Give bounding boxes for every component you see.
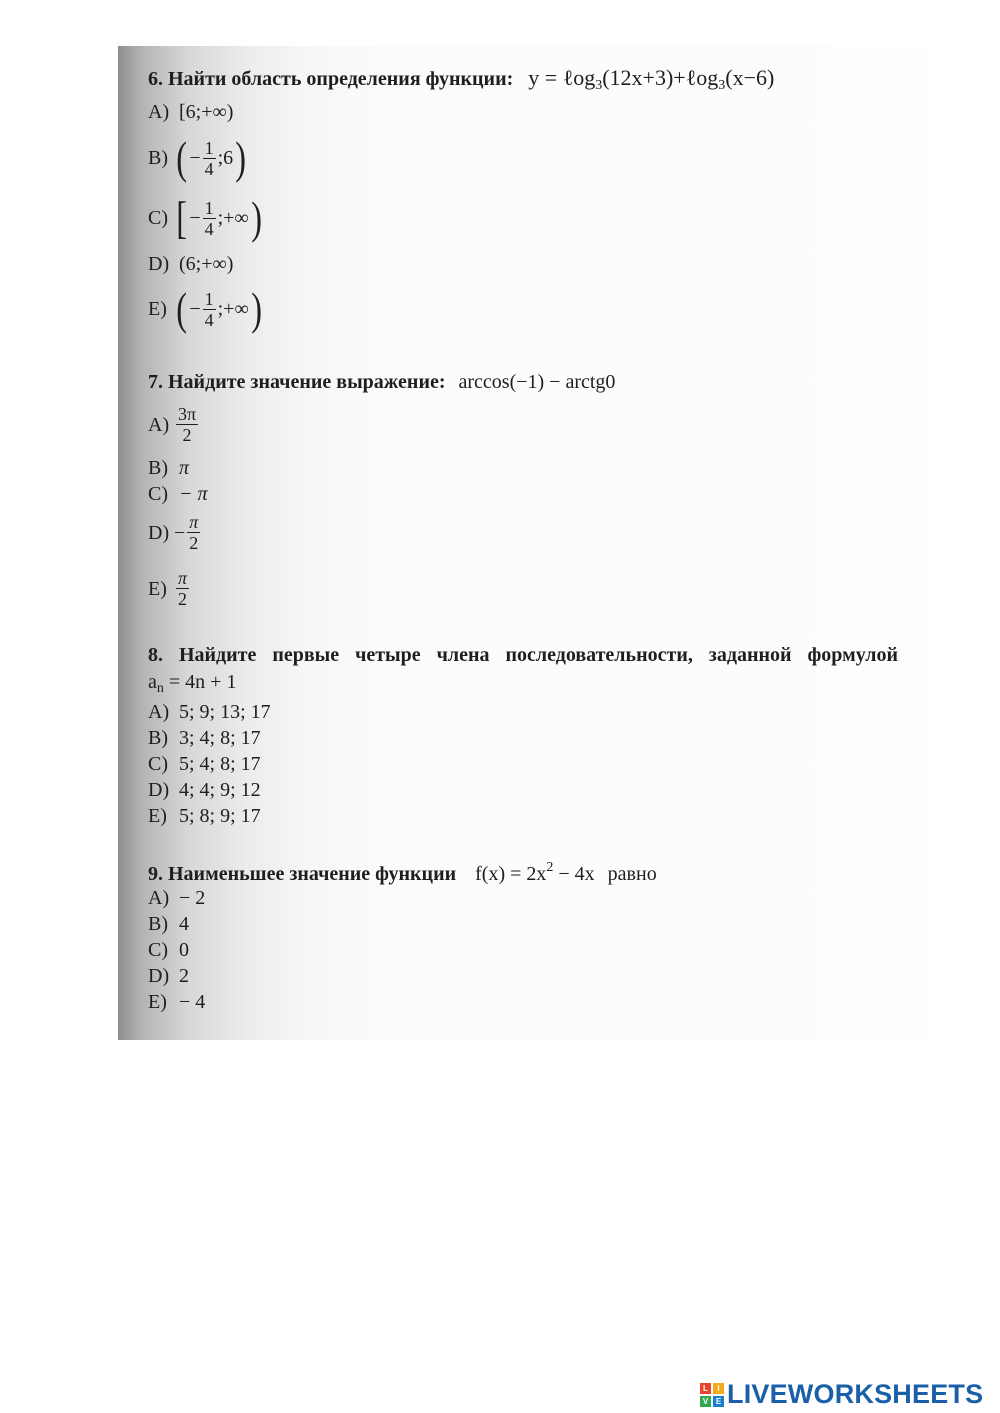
formula-y: y =: [528, 65, 563, 90]
question-7-expression: arccos(−1) − arctg0: [458, 371, 616, 393]
brand-name: LIVEWORKSHEETS: [727, 1379, 984, 1409]
fraction-numerator: π: [178, 568, 188, 588]
option-text: 5; 4; 8; 17: [179, 753, 261, 775]
question-9-formula: [475, 860, 595, 885]
close-bracket: ): [235, 132, 247, 183]
q9-option-d[interactable]: [148, 964, 189, 988]
formula-log-a: ℓog: [562, 65, 596, 90]
open-bracket: [: [176, 192, 188, 243]
open-bracket: (: [176, 283, 188, 334]
q6-option-e[interactable]: [148, 284, 264, 334]
option-letter: C): [148, 939, 168, 961]
formula-plus: +: [673, 65, 686, 90]
option-rest: ;6: [217, 147, 234, 169]
minus-sign: −: [174, 521, 186, 544]
fraction-denominator: 2: [182, 425, 192, 445]
fraction: [203, 198, 216, 239]
formula-log-b: ℓog: [685, 65, 719, 90]
minus-sign: −: [189, 298, 201, 320]
fraction: [203, 289, 216, 330]
fraction-denominator: 4: [204, 309, 214, 330]
question-9-label: 9. Наименьшее значение функции: [148, 863, 457, 885]
formula-arg-a: (12x+3): [602, 65, 674, 90]
close-bracket: ): [251, 283, 262, 334]
q8-option-a[interactable]: [148, 700, 271, 724]
fraction: [203, 138, 216, 179]
question-6-label: 6. Найти область определения функции:: [148, 68, 514, 90]
option-text: 4; 4; 9; 12: [179, 779, 261, 801]
option-letter: B): [148, 457, 168, 479]
formula-subscript: n: [156, 681, 164, 696]
option-text: 5; 8; 9; 17: [179, 805, 261, 827]
formula-rest: = 4n + 1: [163, 671, 237, 693]
option-text: 0: [179, 939, 189, 961]
option-letter: E): [148, 298, 167, 320]
fraction-denominator: 2: [189, 533, 199, 553]
option-letter: A): [148, 887, 170, 909]
option-letter: C): [148, 483, 168, 505]
q9-option-b[interactable]: [148, 912, 189, 936]
option-letter: A): [148, 701, 170, 723]
formula-superscript: 2: [546, 860, 554, 875]
option-rest: ;+∞: [217, 298, 249, 320]
option-letter: C): [148, 753, 168, 775]
option-text: 2: [179, 965, 189, 987]
fraction: [187, 512, 200, 553]
liveworksheets-brand[interactable]: [700, 1379, 983, 1410]
q6-option-a[interactable]: [148, 100, 233, 124]
fraction-numerator: 3π: [178, 404, 197, 424]
q9-option-a[interactable]: [148, 886, 205, 910]
q7-option-d[interactable]: [148, 512, 202, 553]
option-text: [6;+∞): [179, 101, 234, 123]
option-letter: D): [148, 253, 170, 275]
minus-sign: −: [189, 207, 201, 229]
liveworksheets-logo-icon: [700, 1383, 724, 1407]
q8-option-d[interactable]: [148, 778, 261, 802]
option-letter: B): [148, 913, 168, 935]
fraction-numerator: 1: [204, 288, 214, 309]
fraction: [176, 568, 189, 609]
option-letter: B): [148, 727, 168, 749]
question-8-formula: [148, 670, 236, 701]
logo-letter: E: [713, 1396, 724, 1407]
option-letter: E): [148, 805, 167, 827]
option-letter: D): [148, 965, 170, 987]
fraction-denominator: 4: [204, 218, 214, 239]
q8-option-e[interactable]: [148, 804, 261, 828]
question-7-header: [148, 370, 615, 394]
q9-option-e[interactable]: [148, 990, 205, 1014]
q8-option-b[interactable]: [148, 726, 261, 750]
q9-option-c[interactable]: [148, 938, 189, 962]
minus-sign: −: [189, 147, 201, 169]
logo-letter: L: [700, 1383, 711, 1394]
question-8-label: 8. Найдите первые четыре члена последовательности, заданной формулой: [148, 644, 898, 666]
option-letter: D): [148, 521, 170, 544]
formula-a: a: [148, 671, 157, 693]
question-9-header: [148, 856, 657, 886]
logo-letter: I: [713, 1383, 724, 1394]
question-9-tail: равно: [607, 863, 657, 885]
option-letter: A): [148, 101, 170, 123]
logo-letter: V: [700, 1396, 711, 1407]
option-rest: ;+∞: [217, 207, 249, 229]
q6-option-d[interactable]: [148, 252, 233, 276]
fraction-numerator: 1: [204, 197, 214, 218]
formula-a: f(x) = 2x: [475, 863, 547, 885]
option-text: − 2: [179, 887, 206, 909]
q7-option-a[interactable]: [148, 404, 200, 445]
option-letter: A): [148, 413, 170, 436]
question-6-formula: [528, 65, 775, 93]
open-bracket: (: [176, 132, 188, 183]
formula-base-a: 3: [595, 78, 603, 93]
q7-option-b[interactable]: [148, 456, 189, 480]
formula-base-b: 3: [718, 78, 726, 93]
scanned-page: [118, 46, 930, 1040]
q7-option-c[interactable]: [148, 482, 208, 506]
formula-arg-b: (x−6): [725, 65, 775, 90]
option-letter: D): [148, 779, 170, 801]
option-letter: B): [148, 147, 168, 169]
question-7-label: 7. Найдите значение выражение:: [148, 371, 446, 393]
fraction-denominator: 2: [178, 589, 188, 609]
q6-option-c[interactable]: [148, 193, 264, 243]
option-text: 5; 9; 13; 17: [179, 701, 271, 723]
option-letter: C): [148, 207, 168, 229]
option-text: π: [179, 457, 190, 479]
option-text: − π: [179, 483, 208, 505]
option-text: (6;+∞): [179, 253, 234, 275]
q6-option-b[interactable]: [148, 133, 249, 183]
formula-b: − 4x: [553, 863, 595, 885]
fraction: [176, 404, 198, 445]
close-bracket: ): [251, 192, 262, 243]
option-text: 4: [179, 913, 189, 935]
fraction-numerator: 1: [204, 137, 214, 158]
q8-option-c[interactable]: [148, 752, 261, 776]
option-letter: E): [148, 991, 167, 1013]
q7-option-e[interactable]: [148, 568, 191, 609]
question-6-header: [148, 66, 774, 98]
fraction-numerator: π: [189, 512, 199, 532]
option-text: 3; 4; 8; 17: [179, 727, 261, 749]
option-text: − 4: [179, 991, 206, 1013]
option-letter: E): [148, 577, 167, 600]
fraction-denominator: 4: [204, 158, 214, 179]
